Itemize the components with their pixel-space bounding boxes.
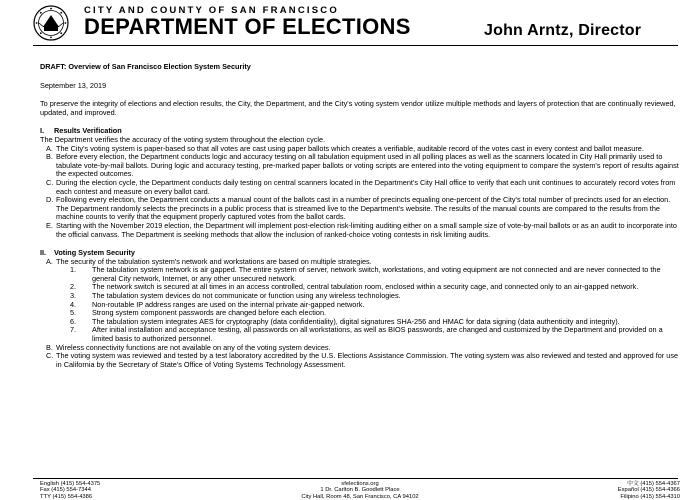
list-marker: 5. <box>70 308 77 318</box>
list-item-text: The security of the tabulation system's network and workstations are based on multiple strategies. <box>56 256 372 266</box>
list-marker: 3. <box>70 291 77 301</box>
footer-chinese-phone: 中文 (415) 554-4367 <box>627 481 680 487</box>
footer-fax: Fax (415) 554-7344 <box>40 487 91 494</box>
list-marker: D. <box>46 195 54 205</box>
list-item <box>40 222 680 239</box>
list-marker: B. <box>46 152 53 162</box>
list-item-text: The City's voting system is paper-based so that all votes are cast using paper ballots which creates a verifiable, auditable record of the votes cast in every contest and ballot measure. <box>56 143 644 153</box>
list-marker: C. <box>46 177 54 187</box>
footer-website[interactable]: sfelections.org <box>341 481 379 487</box>
list-marker: 7. <box>70 325 77 335</box>
city-name: CITY AND COUNTY OF SAN FRANCISCO <box>84 5 339 16</box>
list-item-text: The tabulation system network is air gapped. The entire system of server, network switch, workstations, and voting equipment are not connected and are never connected to the general City network, Internet, or any other unsecured network. <box>92 265 661 283</box>
section-number: II. <box>40 248 47 258</box>
list-item-text: The network switch is secured at all times in an access controlled, central tabulation room, enclosed within a security cage, and connected only to an air-gapped network. <box>92 282 639 292</box>
list-item-text: The tabulation system devices do not communicate or function using any wireless technologies. <box>92 291 401 301</box>
list-marker: A. <box>46 256 53 266</box>
list-marker: A. <box>46 143 53 153</box>
list-item-text: Starting with the November 2019 election, the Department will implement post-election risk-limiting auditing either on a small sample size of vote-by-mail ballots or as an audit to incorporate into the official canvass. The Department is seeking methods that allow the inclusion of ranked-choice voting contests in risk limiting audits. <box>56 220 677 239</box>
section-number: I. <box>40 126 45 136</box>
sub-list-item <box>40 266 680 283</box>
city-seal-icon <box>33 5 69 41</box>
list-item-text: During the election cycle, the Department conducts daily testing on central scanners located in the Department's City Hall office to verify that each unit continues to accurately record votes from each contest and measure on every ballot card. <box>56 177 676 196</box>
document-title: DRAFT: Overview of San Francisco Election System Security <box>40 62 251 71</box>
document-date: September 13, 2019 <box>40 80 107 90</box>
list-item <box>40 153 680 179</box>
section-title: Results Verification <box>54 126 122 136</box>
director-name: John Arntz, Director <box>484 22 642 39</box>
list-item-text: After initial installation and acceptance testing, all passwords on all workstations, as well as BIOS passwords, are changed and customized by the Department and provided on a limited basis to authorized personnel. <box>92 325 663 344</box>
list-item <box>40 352 680 369</box>
section-title: Voting System Security <box>54 248 135 258</box>
list-marker: C. <box>46 351 54 361</box>
footer-language-lines <box>618 481 680 500</box>
footer-english-phone: English (415) 554-4375 <box>40 481 101 487</box>
list-marker: 2. <box>70 282 77 292</box>
list-marker: B. <box>46 342 53 352</box>
list-item-text: Non-routable IP address ranges are used on the internal private air-gapped network. <box>92 299 365 309</box>
list-item-text: Strong system component passwords are changed before each election. <box>92 308 327 318</box>
intro-paragraph: To preserve the integrity of elections and election results, the City, the Department, and the City's voting system vendor utilize multiple methods and layers of protection that are continually reviewed, updated, and improved. <box>40 99 676 117</box>
footer-address <box>40 481 680 500</box>
list-item <box>40 196 680 222</box>
list-item-text: The tabulation system integrates AES for cryptography (data confidentiality), digital signatures SHA-256 and HMAC for data signing (data authenticity and integrity). <box>92 316 620 326</box>
list-marker: 1. <box>70 265 77 275</box>
list-item <box>40 179 680 196</box>
footer-rule <box>33 478 678 479</box>
footer-spanish-phone: Español (415) 554-4366 <box>617 487 680 494</box>
header-rule <box>33 45 678 46</box>
footer-street: 1 Dr. Carlton B. Goodlett Place <box>320 487 400 494</box>
list-marker: 4. <box>70 299 77 309</box>
footer-city: City Hall, Room 48, San Francisco, CA 94102 <box>301 493 419 500</box>
department-name: DEPARTMENT OF ELECTIONS <box>84 14 411 39</box>
list-marker: 6. <box>70 316 77 326</box>
footer-tty: TTY (415) 554-4386 <box>40 493 93 500</box>
section-lead: The Department verifies the accuracy of the voting system throughout the election cycle. <box>40 134 326 144</box>
list-item-text: The voting system was reviewed and tested by a test laboratory accredited by the U.S. Elections Assistance Commission. The voting system was also reviewed and tested and approved for use in California by the Secretary of State's Office of Voting Systems Technology Assessment. <box>56 351 679 369</box>
document-body <box>40 63 680 369</box>
list-item-text: Before every election, the Department conducts logic and accuracy testing on all tabulation equipment used in all polling places as well as the scanners located in City Hall primarily used to tabulate vote-by-mail ballots. During logic and accuracy testing, pre-marked paper ballots or voting scripts are entered into the voting equipment to compare the system's report of results against the expected outcomes. <box>56 152 679 179</box>
list-marker: E. <box>46 220 53 230</box>
list-item-text: Following every election, the Department conducts a manual count of the ballots cast in a number of precincts equaling one-percent of the City's total number of precincts used for an election. The Department randomly selects the precincts in a public process that is streamed live to the Department's website. The results of the manual counts are compared to the results from the machine counts to verify that the equipment properly captured votes from the ballot cards. <box>56 195 671 222</box>
sub-list-item <box>40 326 680 343</box>
footer-filipino-phone: Filipino (415) 554-4310 <box>620 493 680 500</box>
list-item-text: Wireless connectivity functions are not available on any of the voting system devices. <box>56 342 331 352</box>
